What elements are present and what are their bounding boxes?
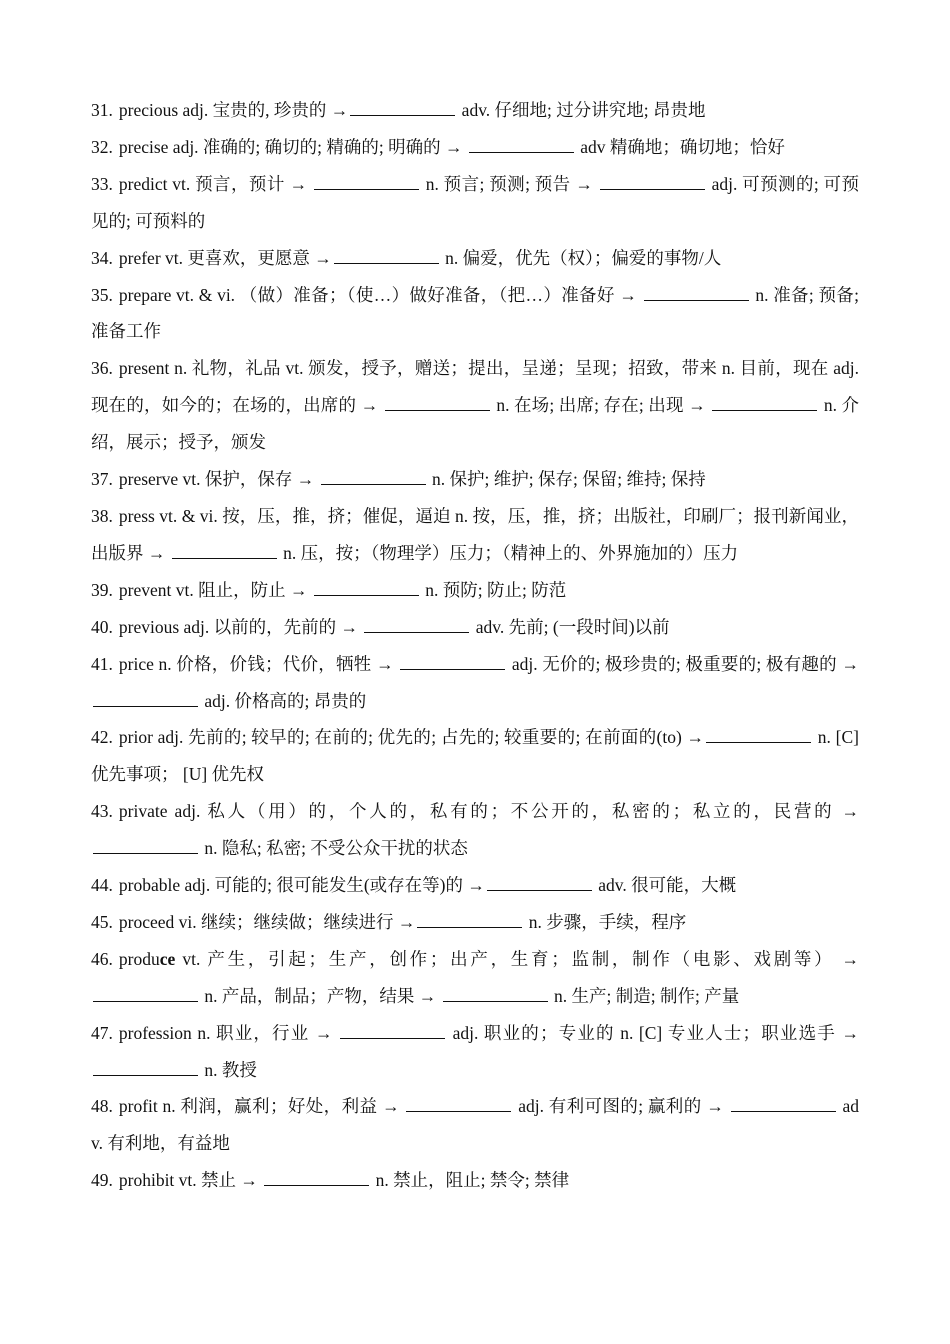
item-number: 31. xyxy=(91,100,113,120)
item-number: 38. xyxy=(91,505,113,526)
item-text: proceed vi. 继续；继续做；继续进行 → xyxy=(118,911,416,932)
vocab-item xyxy=(91,1088,859,1162)
item-text: n. 生产; 制造; 制作; 产量 xyxy=(549,985,740,1006)
item-text: n. 保护; 维护; 保存; 保留; 维持; 保持 xyxy=(427,469,706,490)
item-text: present n. 礼物，礼品 vt. 颁发，授予，赠送；提出，呈递；呈现；招致，带来 n. 目前，现在 adj. 现在的，如今的；在场的，出席的 → xyxy=(91,358,859,416)
vocab-item xyxy=(91,498,859,572)
vocab-item xyxy=(91,1015,859,1089)
item-text: predict vt. 预言，预计 → xyxy=(118,173,312,194)
vocab-item xyxy=(91,609,859,646)
answer-blank[interactable] xyxy=(172,542,277,559)
item-number: 32. xyxy=(91,136,113,157)
item-text: produ xyxy=(118,948,160,969)
vocabulary-list xyxy=(91,92,859,1199)
answer-blank[interactable] xyxy=(712,394,817,411)
item-text: adv. 仔细地; 过分讲究地; 昂贵地 xyxy=(457,100,706,120)
item-number: 44. xyxy=(91,875,113,896)
item-text: adj. 可预测的; 可预见的; 可预料的 xyxy=(91,173,859,231)
item-text: prepare vt. & vi. （做）准备；（使…）做好准备，（把…）准备好 → xyxy=(118,284,642,305)
item-number: 43. xyxy=(91,801,113,822)
item-number: 49. xyxy=(91,1170,113,1191)
answer-blank[interactable] xyxy=(340,1022,445,1039)
answer-blank[interactable] xyxy=(334,247,439,264)
item-text: profession n. 职业，行业 → xyxy=(118,1022,339,1043)
vocab-item xyxy=(91,461,859,498)
answer-blank[interactable] xyxy=(644,284,749,301)
item-text: vt. 产生，引起；生产，创作；出产，生育；监制，制作（电影、戏剧等） → xyxy=(175,948,859,969)
answer-blank[interactable] xyxy=(600,173,705,190)
answer-blank[interactable] xyxy=(385,394,490,411)
vocab-item xyxy=(91,1162,859,1199)
answer-blank[interactable] xyxy=(93,985,198,1002)
answer-blank[interactable] xyxy=(93,1059,198,1076)
item-text: n. 步骤，手续，程序 xyxy=(524,911,687,932)
item-text: adv. 先前; (一段时间)以前 xyxy=(471,616,670,637)
item-text: private adj. 私人（用）的，个人的，私有的；不公开的，私密的；私立的，民营的 → xyxy=(118,801,859,822)
vocab-item xyxy=(91,572,859,609)
item-text: n. 预言; 预测; 预告 → xyxy=(420,173,598,194)
item-text: precise adj. 准确的; 确切的; 精确的; 明确的 → xyxy=(118,136,467,157)
vocab-item xyxy=(91,904,859,941)
item-text: adj. 有利可图的; 赢利的 → xyxy=(513,1096,729,1117)
item-text: adj. 无价的; 极珍贵的; 极重要的; 极有趣的 → xyxy=(507,653,859,674)
item-text: adv. 有利地，有益地 xyxy=(91,1096,859,1154)
item-text: n. 偏爱，优先（权）；偏爱的事物/人 xyxy=(440,247,722,268)
answer-blank[interactable] xyxy=(314,579,419,596)
item-text: n. 预防; 防止; 防范 xyxy=(420,579,567,600)
item-number: 45. xyxy=(91,911,113,932)
item-text: precious adj. 宝贵的, 珍贵的 → xyxy=(118,100,349,120)
item-text: previous adj. 以前的，先前的 → xyxy=(118,616,363,637)
vocab-item xyxy=(91,646,859,720)
answer-blank[interactable] xyxy=(400,653,505,670)
vocab-item xyxy=(91,166,859,240)
item-number: 33. xyxy=(91,173,113,194)
item-text: adj. 价格高的; 昂贵的 xyxy=(200,690,367,711)
item-text: profit n. 利润，赢利；好处，利益 → xyxy=(118,1096,405,1117)
item-number: 41. xyxy=(91,653,113,674)
item-text: prevent vt. 阻止，防止 → xyxy=(118,579,312,600)
item-text: price n. 价格，价钱；代价，牺牲 → xyxy=(118,653,399,674)
item-text: adv. 很可能，大概 xyxy=(593,875,737,896)
vocab-item xyxy=(91,92,859,129)
vocab-item xyxy=(91,867,859,904)
item-text: n. 隐私; 私密; 不受公众干扰的状态 xyxy=(200,838,468,859)
item-number: 40. xyxy=(91,616,113,637)
item-text: preserve vt. 保护，保存 → xyxy=(118,469,319,490)
vocab-item xyxy=(91,350,859,461)
item-text: probable adj. 可能的; 很可能发生(或存在等)的 → xyxy=(118,875,485,896)
vocab-item xyxy=(91,240,859,277)
answer-blank[interactable] xyxy=(487,874,592,891)
item-number: 34. xyxy=(91,247,113,268)
item-number: 48. xyxy=(91,1096,113,1117)
item-text: press vt. & vi. 按，压，推，挤；催促，逼迫 n. 按，压，推，挤；出版社，印刷厂；报刊新闻业，出版界 → xyxy=(91,505,859,563)
answer-blank[interactable] xyxy=(314,173,419,190)
answer-blank[interactable] xyxy=(731,1095,836,1112)
item-number: 35. xyxy=(91,284,113,305)
item-text: prefer vt. 更喜欢，更愿意 → xyxy=(118,247,332,268)
item-number: 46. xyxy=(91,948,113,969)
item-text: prohibit vt. 禁止 → xyxy=(118,1170,263,1191)
answer-blank[interactable] xyxy=(264,1169,369,1186)
item-text: prior adj. 先前的; 较早的; 在前的; 优先的; 占先的; 较重要的; 在前面的(to) → xyxy=(118,727,705,748)
item-text: n. 介绍，展示；授予，颁发 xyxy=(91,395,859,453)
answer-blank[interactable] xyxy=(93,690,198,707)
answer-blank[interactable] xyxy=(406,1095,511,1112)
answer-blank[interactable] xyxy=(364,616,469,633)
answer-blank[interactable] xyxy=(321,468,426,485)
answer-blank[interactable] xyxy=(93,837,198,854)
item-text: n. 教授 xyxy=(200,1059,257,1080)
item-text: adv 精确地；确切地；恰好 xyxy=(575,136,785,157)
item-text: n. 准备; 预备; 准备工作 xyxy=(91,284,859,342)
answer-blank[interactable] xyxy=(443,985,548,1002)
answer-blank[interactable] xyxy=(350,99,455,116)
vocab-item xyxy=(91,129,859,166)
answer-blank[interactable] xyxy=(469,136,574,153)
item-text: n. 压，按；（物理学）压力；（精神上的、外界施加的）压力 xyxy=(278,542,739,563)
vocab-item xyxy=(91,793,859,867)
answer-blank[interactable] xyxy=(417,911,522,928)
item-text: n. 在场; 出席; 存在; 出现 → xyxy=(491,395,711,416)
answer-blank[interactable] xyxy=(706,726,811,743)
bold-text: ce xyxy=(159,948,176,969)
item-number: 37. xyxy=(91,469,113,490)
vocab-item xyxy=(91,719,859,793)
item-text: adj. 职业的；专业的 n. [C] 专业人士；职业选手 → xyxy=(447,1022,859,1043)
item-number: 39. xyxy=(91,579,113,600)
item-text: n. 产品，制品；产物，结果 → xyxy=(200,985,441,1006)
vocab-item xyxy=(91,277,859,351)
item-number: 36. xyxy=(91,358,113,379)
item-text: n. [C] 优先事项； [U] 优先权 xyxy=(91,727,859,785)
vocab-item xyxy=(91,941,859,1015)
item-text: n. 禁止，阻止; 禁令; 禁律 xyxy=(371,1170,570,1191)
item-number: 42. xyxy=(91,727,113,748)
item-number: 47. xyxy=(91,1022,113,1043)
